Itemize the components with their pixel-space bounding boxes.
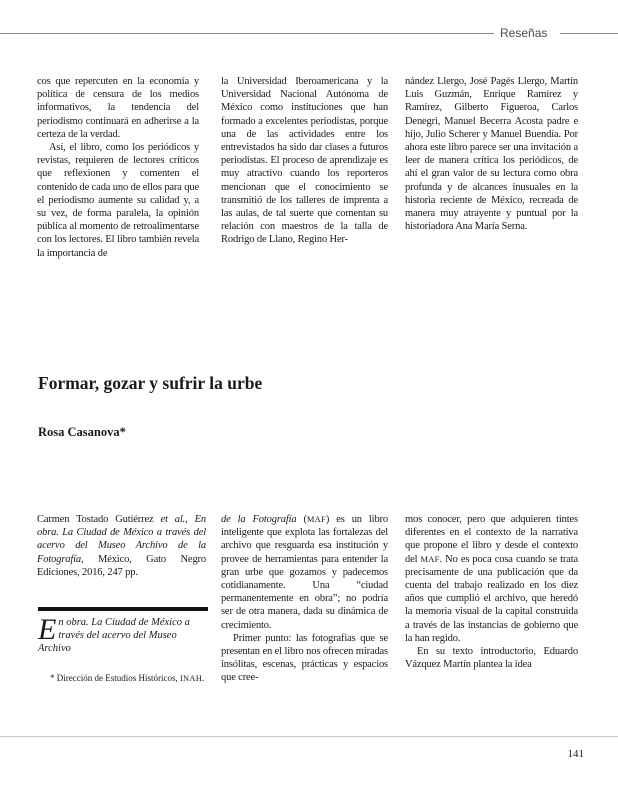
bottom-column-2 <box>221 513 388 685</box>
top-column-2 <box>221 75 388 247</box>
pullquote-text: n obra. La Ciudad de México a través del acervo del Museo Archivo <box>38 617 190 655</box>
paragraph: cos que repercuten en la economía y política de censura de los medios informativos, la tendencia del periodismo continuará en adherirse a la certeza de la verdad. <box>37 76 199 140</box>
paragraph: En su texto introductorio, Eduardo Vázquez Martín plantea la idea <box>405 646 578 671</box>
article-author: Rosa Casanova* <box>38 425 126 439</box>
article-title: Formar, gozar y sufrir la urbe <box>38 373 263 393</box>
footnote-text <box>38 672 208 684</box>
pullquote <box>38 613 210 656</box>
paragraph-part: . No es poca cosa cuando se trata precisamente de una publicación que da cuenta del trabajo realizado en los diez años que cumplió el archivo, que heredó la memoria visual de la capital construida a través de las instancias de gobierno que la han regido. <box>405 553 578 644</box>
paragraph: nández Llergo, José Pagés Llergo, Martín Luis Guzmán, Enrique Ramírez y Ramírez, Gilberto Figueroa, Carlos Denegri, Manuel Becerra Acosta padre e hijo, Julio Scherer y Manuel Buendía. Por ahora este libro parece ser una invitación a leer de manera crítica los periódicos, de ahí el gran valor de su lectura como obra profunda y de alcances inusuales en la historia reciente de México, recreada de manera muy atrayente y puntual por la historiadora Ana María Serna. <box>405 76 578 233</box>
section-label: Reseñas <box>500 26 548 40</box>
paragraph-open: ( <box>296 514 307 525</box>
paragraph-part: mos conocer, pero que adquieren tintes diferentes en el contexto de la narrativa que propone el libro y desde el contexto del <box>405 514 578 565</box>
paragraph: Primer punto: las fotografías que se presentan en el libro nos ofrecen miradas insólitas, escenas, prácticas y espacios que cree- <box>221 632 388 684</box>
drop-cap: E <box>38 613 57 646</box>
paragraph: Así, el libro, como los periódicos y revistas, requieren de lectores críticos que reflexionen y comenten el contenido de cada uno de ellos para que el periodismo aumente su calidad y, a su vez, de forma paralela, la opinión pública al momento de retroalimentarse con los lectores. El libro también revela la importancia de <box>37 142 199 259</box>
page-number: 141 <box>567 748 584 760</box>
maf-abbreviation: MAF <box>306 514 326 524</box>
reference-text <box>37 513 206 579</box>
reference-author: Carmen Tostado Gutiérrez <box>37 514 161 525</box>
bottom-column-3 <box>405 513 578 671</box>
footer-rule <box>0 736 618 737</box>
maf-abbreviation: MAF <box>420 553 440 564</box>
footnote-affiliation: * Dirección de Estudios Históricos, <box>50 673 178 683</box>
header-rule-left <box>0 33 494 34</box>
reference-publisher: , México, Gato Negro Ediciones, 2016, 247 pp. <box>37 553 206 578</box>
footnote-end: . <box>202 673 205 683</box>
paragraph-rest: ) es un libro inteligente que explota las fortalezas del archivo que resguarda esa institución y provee de herramientas para entender la gran urbe que gozamos y padecemos cotidianamente. Una “ciudad permanentemente en obra”; no podría ser de otra manera, dada su dinámica de crecimiento. <box>221 514 388 631</box>
footnote-org: INAH <box>179 673 203 683</box>
paragraph: la Universidad Iberoamericana y la Universidad Nacional Autónoma de México como instituciones que han formado a excelentes periodistas, porque una de las actividades entre los entrevistados ha sido dar clases a futuros periodistas. El proceso de aprendizaje es muy atractivo cuando los reporteros mencionan que el conocimiento se transmitió de los talleres de imprenta a las aulas, de tal suerte que comentan su relación con maestros de la talla de Rodrigo de Llano, Regino Her- <box>221 76 388 246</box>
paragraph <box>405 513 578 645</box>
top-column-3 <box>405 75 578 233</box>
pullquote-rule <box>38 607 208 611</box>
reference-title: En obra. La Ciudad de México a través del acervo del Museo Archivo de la Fotografía <box>37 514 206 565</box>
top-column-1 <box>37 75 199 260</box>
reference-etal: et al. <box>160 514 186 525</box>
book-reference <box>37 513 206 579</box>
header-rule-right <box>560 33 618 34</box>
footnote <box>38 672 208 684</box>
paragraph-lead: de la Fotografía <box>221 514 297 525</box>
reference-separator: , <box>185 514 195 525</box>
paragraph <box>221 513 388 632</box>
